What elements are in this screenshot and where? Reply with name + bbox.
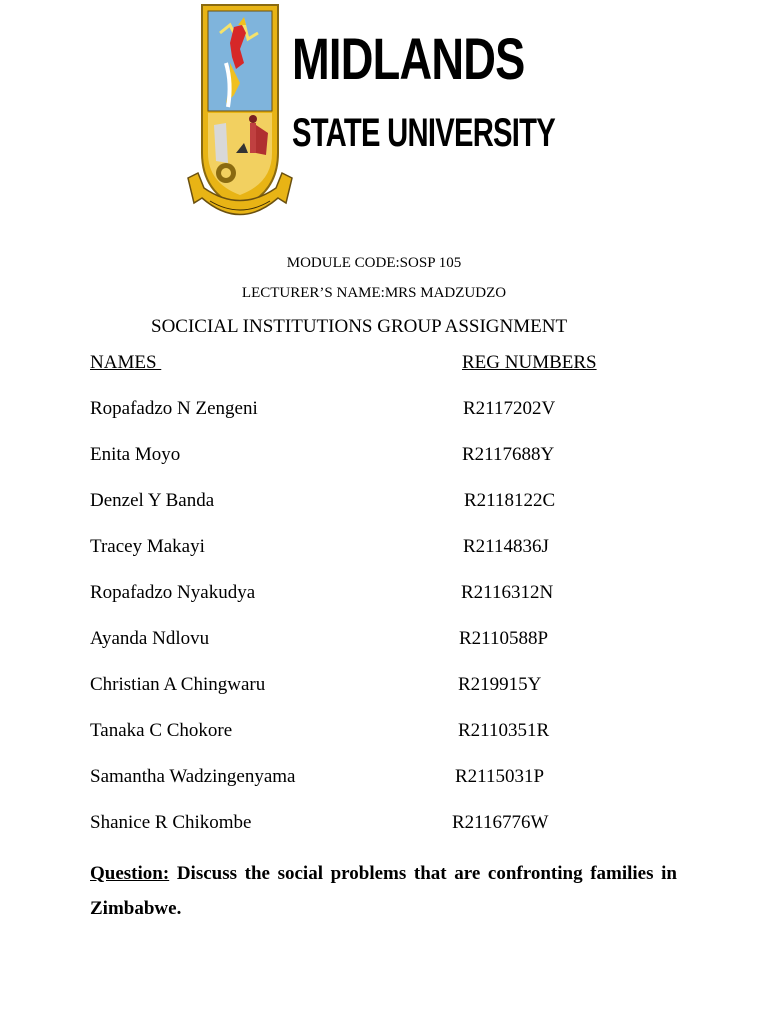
member-reg-number: R2118122C	[464, 490, 556, 511]
university-crest-icon	[186, 3, 294, 228]
member-name: Tanaka C Chokore	[90, 720, 233, 741]
member-reg-number: R2117202V	[463, 398, 556, 419]
member-reg-number: R2116312N	[461, 582, 554, 603]
assignment-title: SOCICIAL INSTITUTIONS GROUP ASSIGNMENT	[151, 316, 568, 337]
logo-wordmark-line1: MIDLANDS	[292, 27, 525, 92]
names-column-heading: NAMES	[90, 352, 162, 373]
assignment-question	[90, 856, 677, 926]
member-reg-number: R2117688Y	[462, 444, 555, 465]
member-name: Ropafadzo N Zengeni	[90, 398, 258, 419]
module-code: MODULE CODE:SOSP 105	[286, 255, 462, 271]
university-logo	[186, 3, 556, 228]
member-name: Shanice R Chikombe	[90, 812, 252, 833]
logo-wordmark-line2: STATE UNIVERSITY	[292, 111, 556, 155]
member-name: Enita Moyo	[90, 444, 181, 465]
member-reg-number: R2110351R	[458, 720, 550, 741]
member-reg-number: R2114836J	[463, 536, 549, 557]
member-reg-number: R2115031P	[455, 766, 545, 787]
member-reg-number: R2110588P	[459, 628, 549, 649]
member-name: Ropafadzo Nyakudya	[90, 582, 256, 603]
member-reg-number: R219915Y	[458, 674, 542, 695]
member-name: Samantha Wadzingenyama	[90, 766, 296, 787]
member-name: Tracey Makayi	[90, 536, 205, 557]
reg-numbers-column-heading: REG NUMBERS	[462, 352, 597, 373]
member-name: Ayanda Ndlovu	[90, 628, 210, 649]
member-name: Christian A Chingwaru	[90, 674, 266, 695]
question-label: Question:	[90, 863, 170, 884]
member-name: Denzel Y Banda	[90, 490, 215, 511]
lecturer-name: LECTURER’S NAME:MRS MADZUDZO	[241, 285, 507, 301]
question-text: Discuss the social problems that are confronting families in Zimbabwe.	[90, 863, 677, 919]
member-reg-number: R2116776W	[452, 812, 549, 833]
